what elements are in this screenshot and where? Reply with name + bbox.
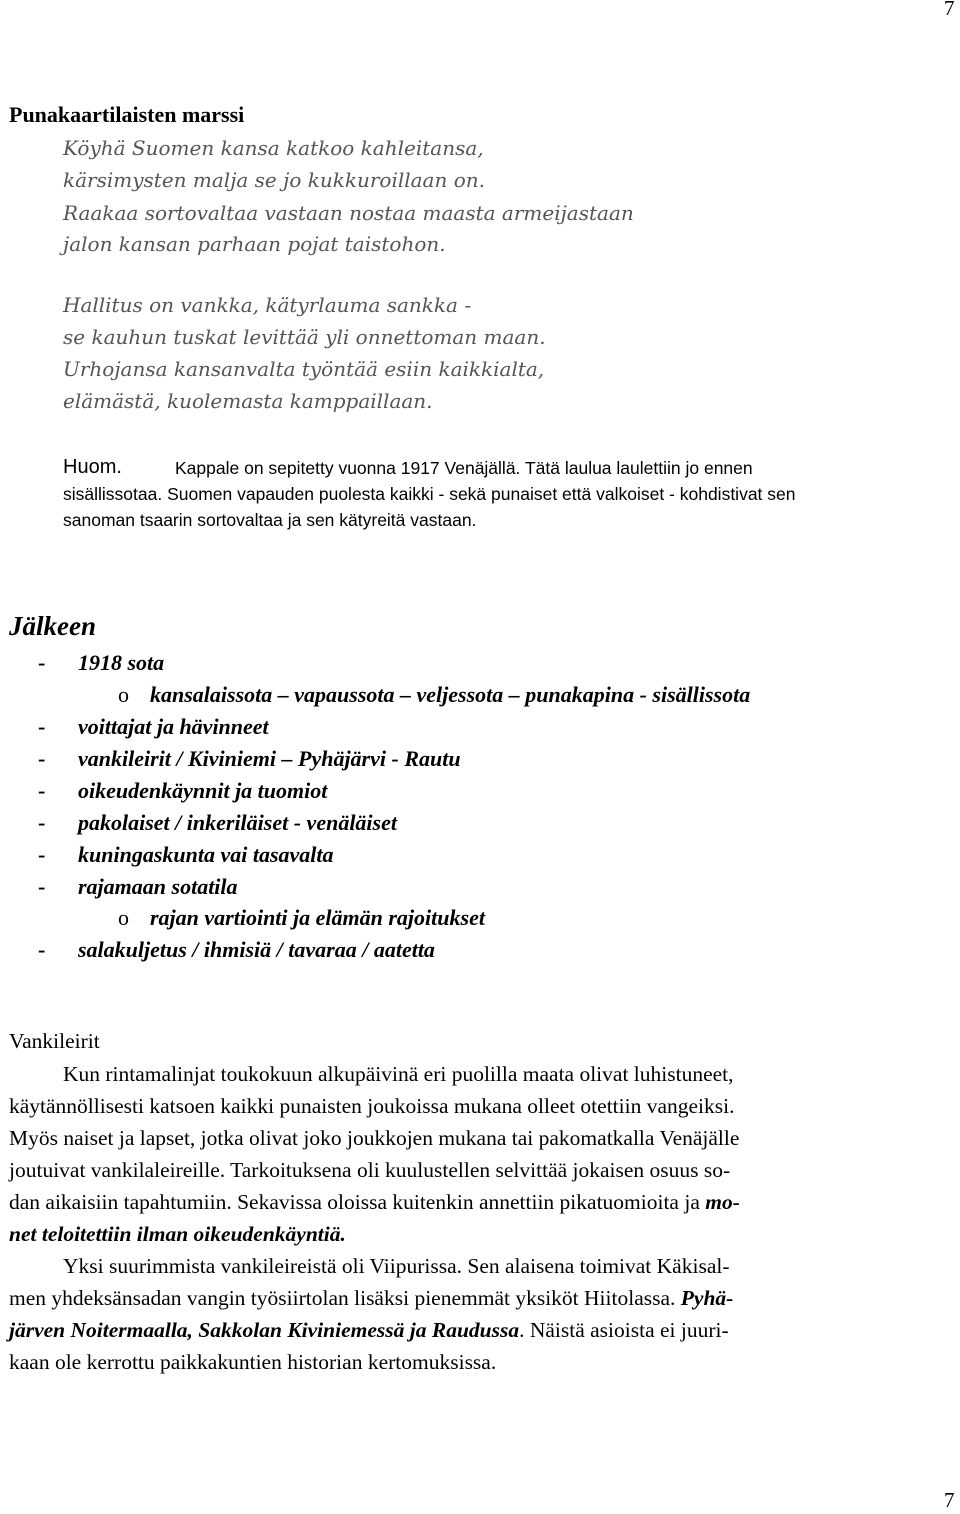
verse-line: Köyhä Suomen kansa katkoo kahleitansa, xyxy=(63,136,484,160)
page-number-bottom: 7 xyxy=(944,1488,955,1512)
paragraph-line: kaan ole kerrottu paikkakuntien historian kertomuksissa. xyxy=(9,1350,497,1374)
note-label: Huom. xyxy=(63,456,122,478)
paragraph-line: men yhdeksänsadan vangin työsiirtolan lisäksi pienemmät yksiköt Hiitolassa. Pyhä- xyxy=(9,1286,734,1310)
paragraph-line: käytännöllisesti katsoen kaikki punaisten joukoissa mukana olleet otettiin vangeiksi. xyxy=(9,1094,735,1118)
sub-list-item: kansalaissota – vapaussota – veljessota – punakapina - sisällissota xyxy=(150,682,751,707)
verse-line: Urhojansa kansanvalta työntää esiin kaikkialta, xyxy=(63,357,545,381)
paragraph-line: järven Noitermaalla, Sakkolan Kiviniemessä ja Raudussa. Näistä asioista ei juuri- xyxy=(9,1318,729,1342)
paragraph-line: dan aikaisiin tapahtumiin. Sekavissa oloissa kuitenkin annettiin pikatuomioita ja mo- xyxy=(9,1190,740,1214)
note-line: sanoman tsaarin sortovaltaa ja sen kätyreitä vastaan. xyxy=(63,510,477,530)
song-title: Punakaartilaisten marssi xyxy=(9,102,245,127)
list-item: 1918 sota xyxy=(78,650,165,675)
list-item: voittajat ja hävinneet xyxy=(78,714,269,739)
list-dash: - xyxy=(38,810,46,835)
list-dash: - xyxy=(38,650,46,675)
paragraph-line: Kun rintamalinjat toukokuun alkupäivinä eri puolilla maata olivat luhistuneet, xyxy=(63,1062,734,1086)
emphasis-line: net teloitettiin ilman oikeudenkäyntiä. xyxy=(9,1222,346,1246)
list-dash: - xyxy=(38,746,46,771)
paragraph-line: Myös naiset ja lapset, jotka olivat joko joukkojen mukana tai pakomatkalla Venäjälle xyxy=(9,1126,740,1150)
list-item: vankileirit / Kiviniemi – Pyhäjärvi - Rautu xyxy=(78,746,461,771)
verse-line: se kauhun tuskat levittää yli onnettoman maan. xyxy=(63,325,546,349)
list-dash: - xyxy=(38,937,46,962)
sub-bullet: o xyxy=(118,682,129,707)
page-number-top: 7 xyxy=(944,0,955,20)
list-item: oikeudenkäynnit ja tuomiot xyxy=(78,778,328,803)
paragraph-line: joutuivat vankilaleireille. Tarkoituksena oli kuulustellen selvittää jokaisen osuus so- xyxy=(9,1158,731,1182)
emphasis-text: mo- xyxy=(705,1190,740,1214)
verse-line: Hallitus on vankka, kätyrlauma sankka - xyxy=(63,293,472,317)
verse-line: elämästä, kuolemasta kamppaillaan. xyxy=(63,389,433,413)
emphasis-text: järven Noitermaalla, Sakkolan Kiviniemessä ja Raudussa xyxy=(9,1318,520,1342)
verse-line: kärsimysten malja se jo kukkuroillaan on. xyxy=(63,168,486,192)
emphasis-text: Pyhä- xyxy=(680,1286,734,1310)
list-dash: - xyxy=(38,842,46,867)
sub-bullet: o xyxy=(118,905,129,930)
sub-list-item: rajan vartiointi ja elämän rajoitukset xyxy=(150,905,485,930)
note-line: sisällissotaa. Suomen vapauden puolesta kaikki - sekä punaiset että valkoiset - kohdistivat sen xyxy=(63,484,796,504)
section-heading-camps: Vankileirit xyxy=(9,1029,100,1053)
list-item: rajamaan sotatila xyxy=(78,874,238,899)
verse-line: Raakaa sortovaltaa vastaan nostaa maasta armeijastaan xyxy=(63,201,634,225)
note-line: Kappale on sepitetty vuonna 1917 Venäjällä. Tätä laulua laulettiin jo ennen xyxy=(175,458,753,478)
list-dash: - xyxy=(38,714,46,739)
list-dash: - xyxy=(38,778,46,803)
list-dash: - xyxy=(38,874,46,899)
section-heading-after: Jälkeen xyxy=(9,611,96,641)
verse-line: jalon kansan parhaan pojat taistohon. xyxy=(63,232,446,256)
list-item: pakolaiset / inkeriläiset - venäläiset xyxy=(78,810,397,835)
paragraph-line: Yksi suurimmista vankileireistä oli Viipurissa. Sen alaisena toimivat Käkisal- xyxy=(63,1254,730,1278)
list-item: kuningaskunta vai tasavalta xyxy=(78,842,334,867)
list-item: salakuljetus / ihmisiä / tavaraa / aatetta xyxy=(78,937,435,962)
